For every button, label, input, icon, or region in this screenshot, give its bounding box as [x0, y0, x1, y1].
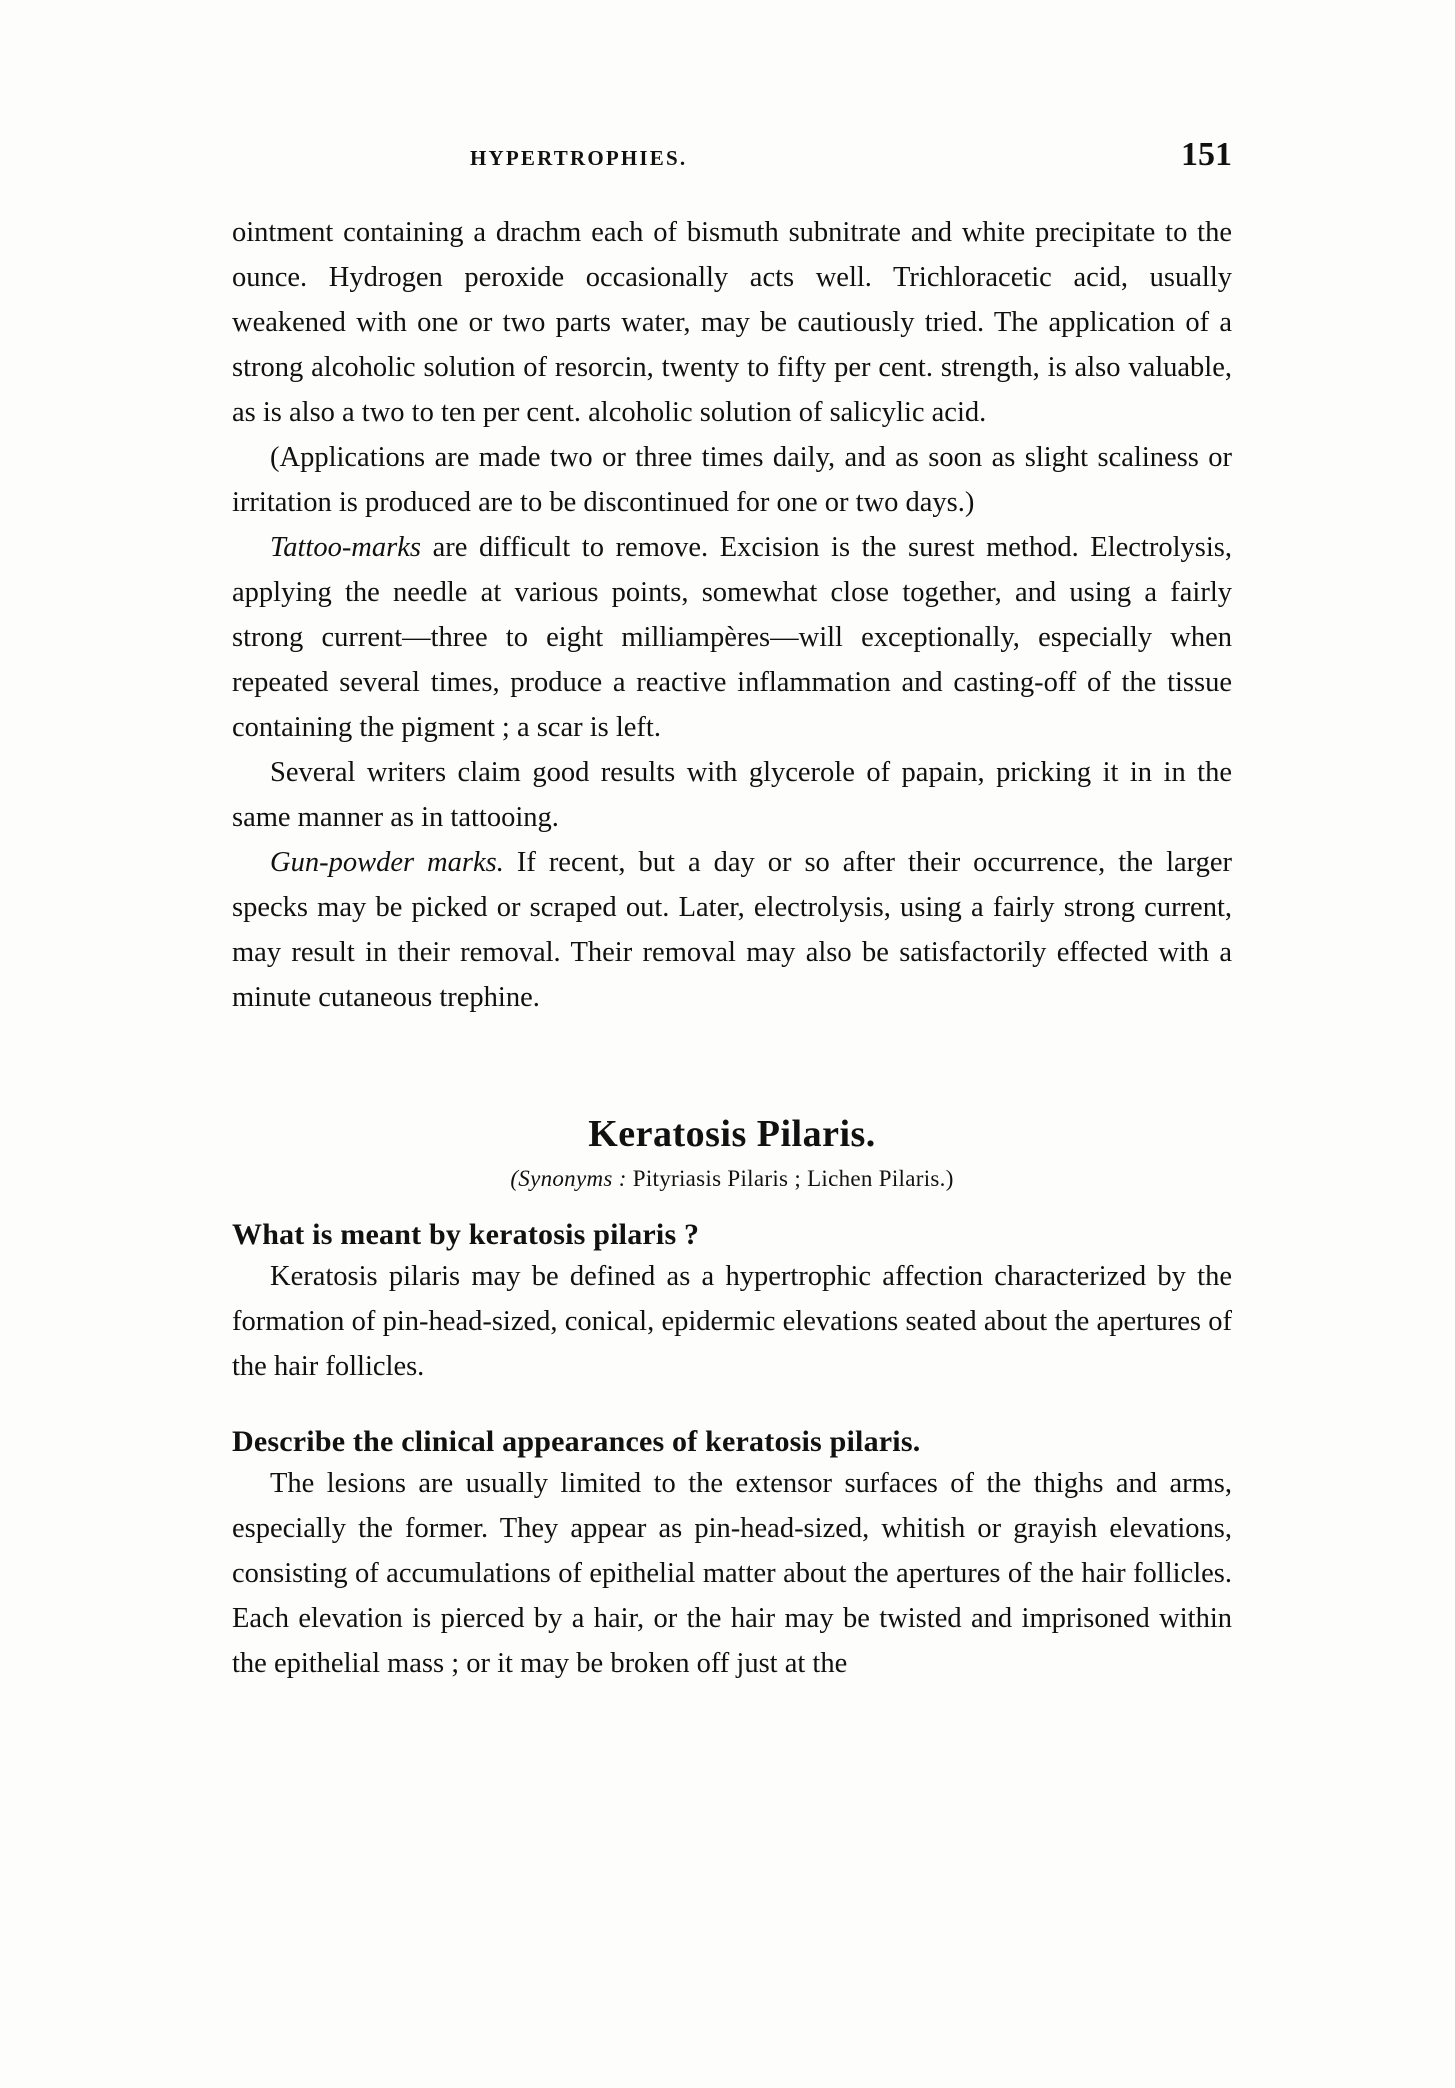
synonyms-line [232, 1166, 1232, 1192]
section-heading-keratosis-pilaris: Keratosis Pilaris. [588, 1113, 876, 1155]
paragraph-tattoo-marks-text: are difficult to remove. Excision is the surest method. Electrolysis, applying the needle at various points, somewhat close together, and using a fairly strong current—three to eight milliampères—will exceptionally, especially when repeated several times, produce a reactive inflammation and casting-off of the tissue containing the pigment ; a scar is left. [232, 532, 1232, 743]
paragraph-gunpowder-marks [232, 840, 1232, 1020]
paragraph-ointment: ointment containing a drachm each of bismuth subnitrate and white precipitate to the ounce. Hydrogen peroxide occasionally acts well. Trichloracetic acid, usually weakened with one or two parts water, may be cautiously tried. The application of a strong alcoholic solution of resorcin, twenty to fifty per cent. strength, is also valuable, as is also a two to ten per cent. alcoholic solution of salicylic acid. [232, 217, 1232, 428]
synonyms-label: (Synonyms : [510, 1166, 627, 1191]
answer-what-is-keratosis-pilaris: Keratosis pilaris may be defined as a hypertrophic affection characterized by the formation of pin-head-sized, conical, epidermic elevations seated about the apertures of the hair follicles. [232, 1261, 1232, 1382]
question-what-is-keratosis-pilaris: What is meant by keratosis pilaris ? [232, 1218, 700, 1251]
question-clinical-appearances: Describe the clinical appearances of keratosis pilaris. [232, 1425, 921, 1458]
synonyms-text: Pityriasis Pilaris ; Lichen Pilaris.) [626, 1166, 954, 1191]
answer-clinical-appearances: The lesions are usually limited to the extensor surfaces of the thighs and arms, especially the former. They appear as pin-head-sized, whitish or grayish elevations, consisting of accumulations of epithelial matter about the apertures of the hair follicles. Each elevation is pierced by a hair, or the hair may be twisted and imprisoned within the epithelial mass ; or it may be broken off just at the [232, 1468, 1232, 1679]
page-number: 151 [1181, 136, 1232, 173]
paragraph-applications: (Applications are made two or three times daily, and as soon as slight scaliness or irritation is produced are to be discontinued for one or two days.) [232, 442, 1232, 518]
running-title: HYPERTROPHIES. [470, 146, 688, 170]
running-head [232, 136, 1232, 184]
term-tattoo-marks: Tattoo-marks [270, 532, 421, 563]
term-gun-powder-marks: Gun-powder marks. [270, 847, 504, 878]
page-content [232, 136, 1232, 1686]
paragraph-tattoo-marks [232, 525, 1232, 750]
paragraph-gunpowder-text: If recent, but a day or so after their occurrence, the larger specks may be picked or scraped out. Later, electrolysis, using a fairly strong current, may result in their removal. Their removal may also be satisfactorily effected with a minute cutaneous trephine. [232, 847, 1232, 1013]
paragraph-papain: Several writers claim good results with glycerole of papain, pricking it in in the same manner as in tattooing. [232, 757, 1232, 833]
